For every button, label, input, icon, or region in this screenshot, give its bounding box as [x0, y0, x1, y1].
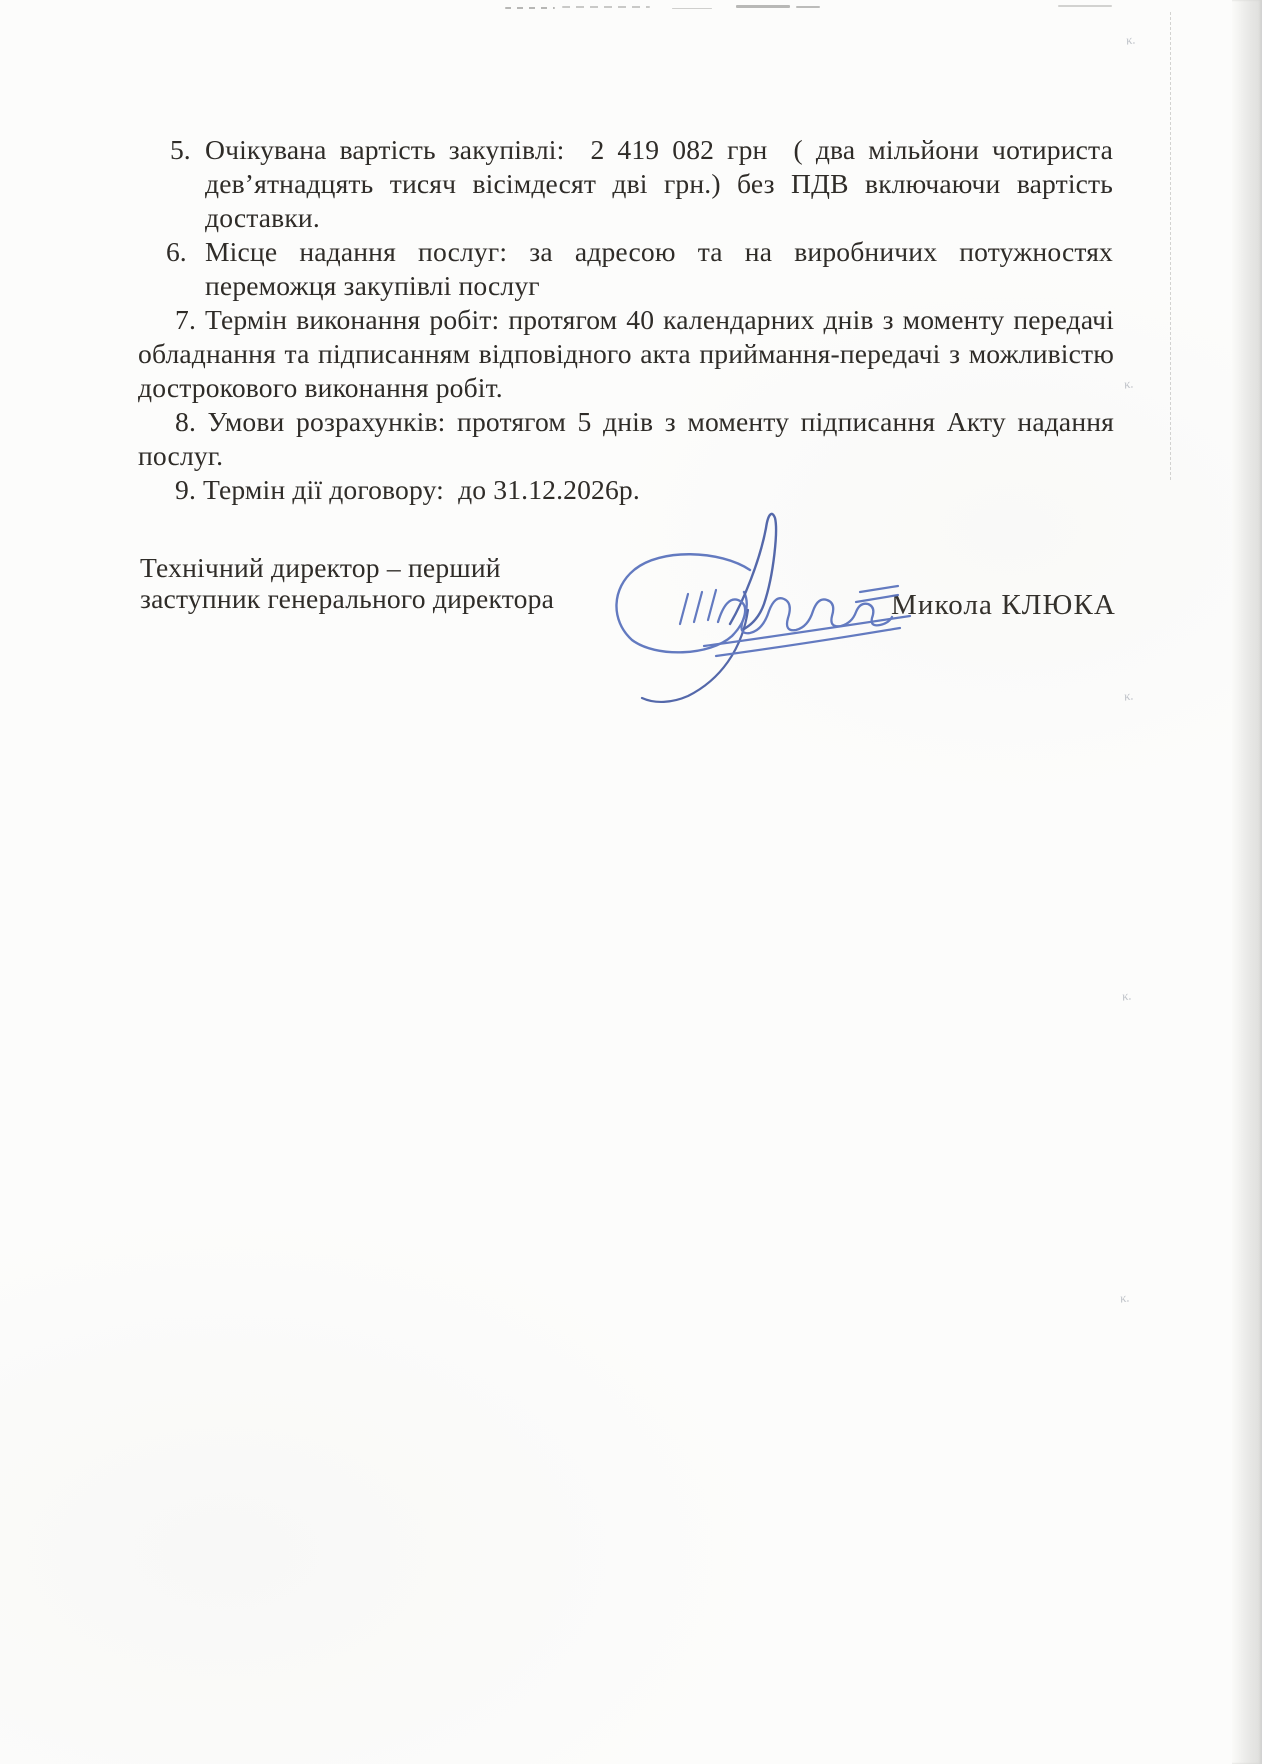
list-item-6-line-2: переможця закупівлі послуг — [205, 270, 540, 301]
margin-mark-1: к. — [1124, 31, 1137, 48]
scan-smudge — [736, 5, 790, 8]
page-edge-shadow — [1232, 0, 1262, 1764]
signature-scribble — [600, 500, 930, 720]
paragraph-9-line-1: 9. Термін дії договору: до 31.12.2026р. — [175, 474, 640, 505]
scan-dashed-line — [1170, 12, 1171, 480]
scan-smudge — [562, 6, 650, 8]
paragraph-8-line-1: 8. Умови розрахунків: протягом 5 днів з моменту підписання Акту надання — [175, 406, 1114, 437]
margin-mark-3: к. — [1122, 687, 1135, 704]
list-item-5-line-2: дев’ятнадцять тисяч вісімдесят дві грн.) без ПДВ включаючи вартість — [205, 168, 1113, 199]
margin-mark-4: к. — [1120, 987, 1133, 1004]
list-item-5-line-3: доставки. — [205, 202, 320, 233]
signature-tick-strokes — [856, 586, 898, 602]
signature-hatch-strokes — [680, 590, 716, 624]
paragraph-7-line-2: обладнання та підписанням відповідного акта приймання-передачі з можливістю — [138, 338, 1114, 369]
paragraph-7-line-1: 7. Термін виконання робіт: протягом 40 календарних днів з моменту передачі — [175, 304, 1114, 335]
margin-mark-2: к. — [1122, 375, 1135, 392]
paragraph-7-line-3: дострокового виконання робіт. — [138, 372, 503, 403]
margin-mark-5: к. — [1118, 1289, 1131, 1306]
list-item-5-line-1: Очікувана вартість закупівлі: 2 419 082 грн ( два мільйони чотириста — [205, 134, 1113, 165]
scan-smudge — [672, 8, 712, 9]
scan-smudge — [1058, 5, 1112, 7]
signature-oval-stroke — [616, 554, 750, 652]
paragraph-8-line-2: послуг. — [138, 440, 224, 471]
list-item-6-marker: 6. — [166, 236, 187, 267]
signature-tail-stroke — [642, 610, 748, 702]
signatory-title-line-1: Технічний директор – перший — [140, 552, 501, 583]
list-item-6-line-1: Місце надання послуг: за адресою та на виробничих потужностях — [205, 236, 1113, 267]
scan-smudge — [796, 6, 820, 8]
signatory-name: Микола КЛЮКА — [891, 589, 1116, 621]
signatory-title-line-2: заступник генерального директора — [140, 583, 555, 614]
scan-smudge — [505, 7, 555, 9]
list-item-5-marker: 5. — [170, 134, 191, 165]
